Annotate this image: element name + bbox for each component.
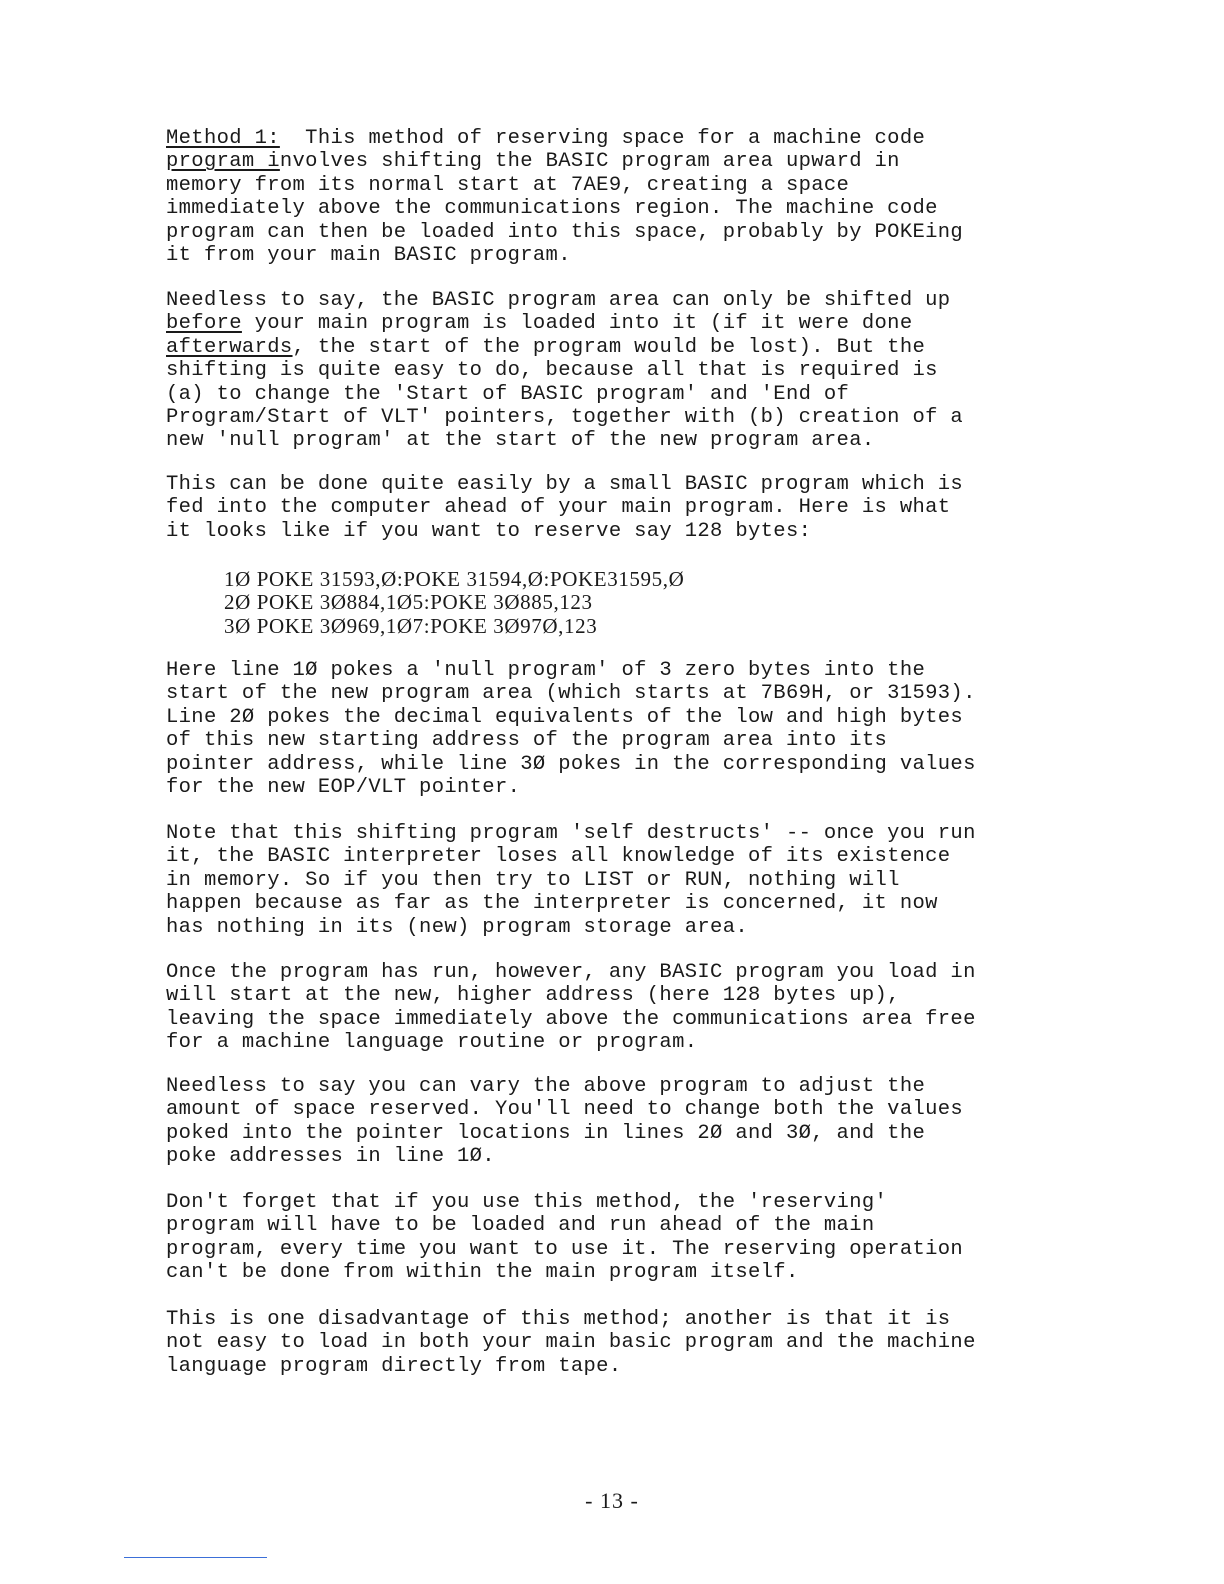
method-text-line1: This method of reserving space for a machine code: [279, 127, 926, 150]
method-text-underlined: program i: [166, 150, 280, 174]
code-line-20: 2Ø POKE 3Ø884,1Ø5:POKE 3Ø885,123: [224, 590, 593, 614]
code-line-30: 3Ø POKE 3Ø969,1Ø7:POKE 3Ø97Ø,123: [224, 614, 598, 638]
needless-line1: Needless to say, the BASIC program area can only be shifted up: [166, 289, 951, 312]
needless-line2: your main program is loaded into it (if it were done: [241, 312, 913, 336]
method-text-rest: nvolves shifting the BASIC program area upward in memory from its normal start at 7AE9, creating a space immediately above the communications region. The machine code program can then be loaded into this space, probably by POKEing it from your main BASIC program.: [166, 150, 964, 268]
code-line-10: 1Ø POKE 31593,Ø:POKE 31594,Ø:POKE31595,Ø: [224, 567, 685, 591]
footer-rule: [124, 1557, 267, 1558]
page-number: - 13 -: [585, 1488, 639, 1513]
paragraph-needless-vary: Needless to say you can vary the above program to adjust the amount of space reserved. You'll need to change both the values poked into the pointer locations in lines 2Ø and 3Ø, and the poke addresses in line 1Ø.: [166, 1075, 964, 1169]
paragraph-method-1: [166, 127, 963, 267]
paragraph-this-can-be-done: This can be done quite easily by a small BASIC program which is fed into the computer ahead of your main program. Here is what it looks like if you want to reserve say 128 bytes:: [166, 473, 964, 543]
paragraph-note-that: Note that this shifting program 'self destructs' -- once you run it, the BASIC interpreter loses all knowledge of its existence in memory. So if you then try to LIST or RUN, nothing will happen because as far as the interpreter is concerned, it now has nothing in its (new) program storage area.: [166, 822, 976, 939]
paragraph-dont-forget: Don't forget that if you use this method, the 'reserving' program will have to be loaded and run ahead of the main program, every time you want to use it. The reserving operation can't be done from within the main program itself.: [166, 1191, 964, 1285]
paragraph-needless-to-say: [166, 289, 963, 453]
paragraph-disadvantage: This is one disadvantage of this method; another is that it is not easy to load in both your main basic program and the machine language program directly from tape.: [166, 1308, 976, 1378]
emphasis-afterwards: afterwards: [166, 335, 293, 359]
emphasis-before: before: [166, 312, 242, 336]
needless-rest: , the start of the program would be lost). But the shifting is quite easy to do, because all that is required is (a) to change the 'Start of BASIC program' and 'End of Program/Start of VLT' pointers, together with (b) creation of a new 'null program' at the start of the new program area.: [166, 335, 964, 453]
paragraph-once-the-program: Once the program has run, however, any BASIC program you load in will start at the new, higher address (here 128 bytes up), leaving the space immediately above the communications area free for a machine language routine or program.: [166, 961, 976, 1055]
method-heading: Method 1:: [166, 127, 280, 150]
paragraph-here-line: Here line 1Ø pokes a 'null program' of 3 zero bytes into the start of the new program area (which starts at 7B69H, or 31593). Line 2Ø pokes the decimal equivalents of the low and high bytes of this new starting address of the program area into its pointer address, while line 3Ø pokes in the corresponding values for the new EOP/VLT pointer.: [166, 659, 976, 800]
